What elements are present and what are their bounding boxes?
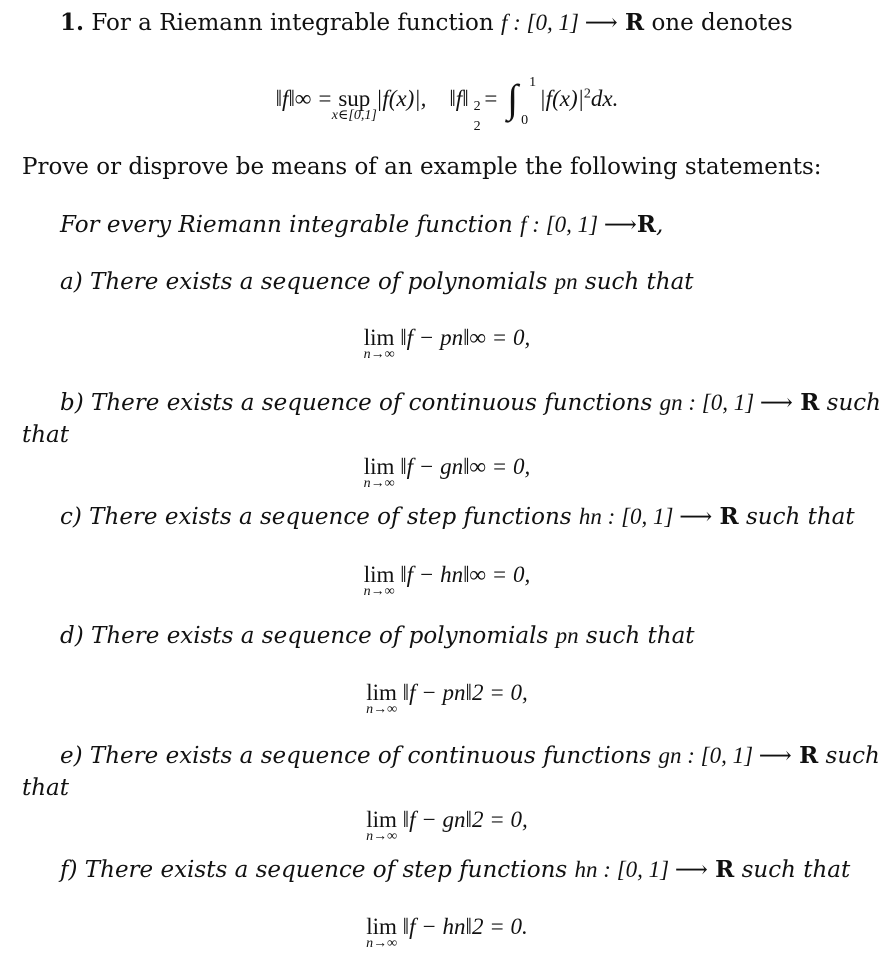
item-d-limsub: n→∞ bbox=[366, 702, 398, 717]
item-b-expr: ‖f − gn‖∞ = 0, bbox=[400, 454, 531, 479]
for-every-text: For every Riemann integrable function bbox=[60, 212, 513, 238]
item-e-seq: gn : [0, 1] ⟶ bbox=[658, 743, 792, 768]
integral-sign: ∫ 1 0 bbox=[507, 84, 518, 114]
problem-statement bbox=[60, 8, 793, 38]
sup-word: sup bbox=[338, 86, 371, 111]
integral-dx: dx. bbox=[590, 86, 619, 111]
item-f-limsub: n→∞ bbox=[366, 936, 398, 951]
item-e-expr: ‖f − gn‖2 = 0, bbox=[402, 807, 528, 832]
item-a bbox=[60, 267, 694, 297]
intro-text: For a Riemann integrable function bbox=[91, 10, 494, 36]
item-e-label: e) There exists a sequence of continuous functions bbox=[60, 743, 652, 769]
item-f-equation bbox=[0, 912, 894, 951]
item-d-seq: pn bbox=[555, 623, 579, 648]
item-d-label: d) There exists a sequence of polynomials bbox=[60, 623, 549, 649]
item-b-limsub: n→∞ bbox=[363, 476, 395, 491]
item-a-seq: pn bbox=[554, 269, 578, 294]
item-d-equation bbox=[0, 678, 894, 717]
sup-norm-rhs: |f(x)|, bbox=[376, 86, 427, 111]
item-b-label: b) There exists a sequence of continuous functions bbox=[60, 390, 653, 416]
item-b-reals: R bbox=[800, 389, 820, 416]
sup-subscript: x∈[0,1] bbox=[331, 108, 377, 123]
l2-square: 2 bbox=[473, 99, 481, 114]
item-b bbox=[60, 388, 881, 418]
reals-symbol: R bbox=[625, 9, 645, 36]
item-d-lim: lim bbox=[366, 680, 397, 705]
item-a-tail: such that bbox=[584, 269, 694, 295]
item-e-equation bbox=[0, 805, 894, 844]
l2-subscript: 2 bbox=[473, 119, 481, 134]
item-f-tail: such that bbox=[741, 857, 851, 883]
item-e-wrap: that bbox=[22, 775, 70, 801]
item-c-limsub: n→∞ bbox=[363, 584, 395, 599]
item-b-seq: gn : [0, 1] ⟶ bbox=[659, 390, 793, 415]
item-d-expr: ‖f − pn‖2 = 0, bbox=[402, 680, 528, 705]
item-a-limsub: n→∞ bbox=[363, 347, 395, 362]
item-c-tail: such that bbox=[745, 504, 855, 530]
item-f bbox=[60, 855, 850, 885]
item-d-tail: such that bbox=[585, 623, 695, 649]
for-every-comma: , bbox=[655, 212, 664, 238]
item-c-label: c) There exists a sequence of step functions bbox=[60, 504, 572, 530]
item-e-reals: R bbox=[799, 742, 819, 769]
integrand: |f(x)| bbox=[539, 86, 584, 111]
item-e-lim: lim bbox=[366, 807, 397, 832]
function-map: f : [0, 1] ⟶ bbox=[501, 10, 618, 35]
item-a-label: a) There exists a sequence of polynomials bbox=[60, 269, 548, 295]
item-c-lim: lim bbox=[363, 562, 395, 587]
item-c-seq: hn : [0, 1] ⟶ bbox=[578, 504, 713, 529]
for-every-map: f : [0, 1] ⟶ bbox=[520, 212, 637, 237]
item-c-reals: R bbox=[719, 503, 739, 530]
item-a-equation bbox=[0, 323, 894, 362]
item-f-label: f) There exists a sequence of step functions bbox=[60, 857, 568, 883]
integral-upper: 1 bbox=[529, 75, 537, 90]
item-f-reals: R bbox=[715, 856, 735, 883]
item-f-expr: ‖f − hn‖2 = 0. bbox=[402, 914, 528, 939]
item-b-lim: lim bbox=[363, 454, 395, 479]
l2-norm-lhs: ‖f‖ bbox=[449, 86, 469, 111]
norm-definitions bbox=[0, 75, 894, 134]
denotes-text: one denotes bbox=[651, 10, 793, 36]
item-a-lim: lim bbox=[363, 325, 395, 350]
integral-lower: 0 bbox=[521, 113, 529, 128]
prompt-text: Prove or disprove be means of an example the following statements: bbox=[22, 154, 822, 180]
sup-norm-lhs: ‖f‖∞ = bbox=[275, 86, 333, 111]
item-f-lim: lim bbox=[366, 914, 397, 939]
item-c-expr: ‖f − hn‖∞ = 0, bbox=[400, 562, 531, 587]
item-e-tail: such bbox=[825, 743, 880, 769]
for-every-line bbox=[60, 210, 663, 240]
item-a-expr: ‖f − pn‖∞ = 0, bbox=[400, 325, 531, 350]
item-e bbox=[60, 741, 880, 771]
integrand-square: 2 bbox=[583, 86, 591, 102]
item-c bbox=[60, 502, 855, 532]
sup-operator bbox=[331, 84, 377, 123]
item-b-tail: such bbox=[826, 390, 881, 416]
problem-number: 1. bbox=[60, 9, 85, 36]
item-e-limsub: n→∞ bbox=[366, 829, 398, 844]
item-f-seq: hn : [0, 1] ⟶ bbox=[574, 857, 708, 882]
item-b-equation bbox=[0, 452, 894, 491]
item-d bbox=[60, 621, 695, 651]
item-b-wrap: that bbox=[22, 422, 70, 448]
item-c-equation bbox=[0, 560, 894, 599]
for-every-reals: R bbox=[636, 211, 656, 238]
l2-equals: = bbox=[484, 86, 498, 111]
